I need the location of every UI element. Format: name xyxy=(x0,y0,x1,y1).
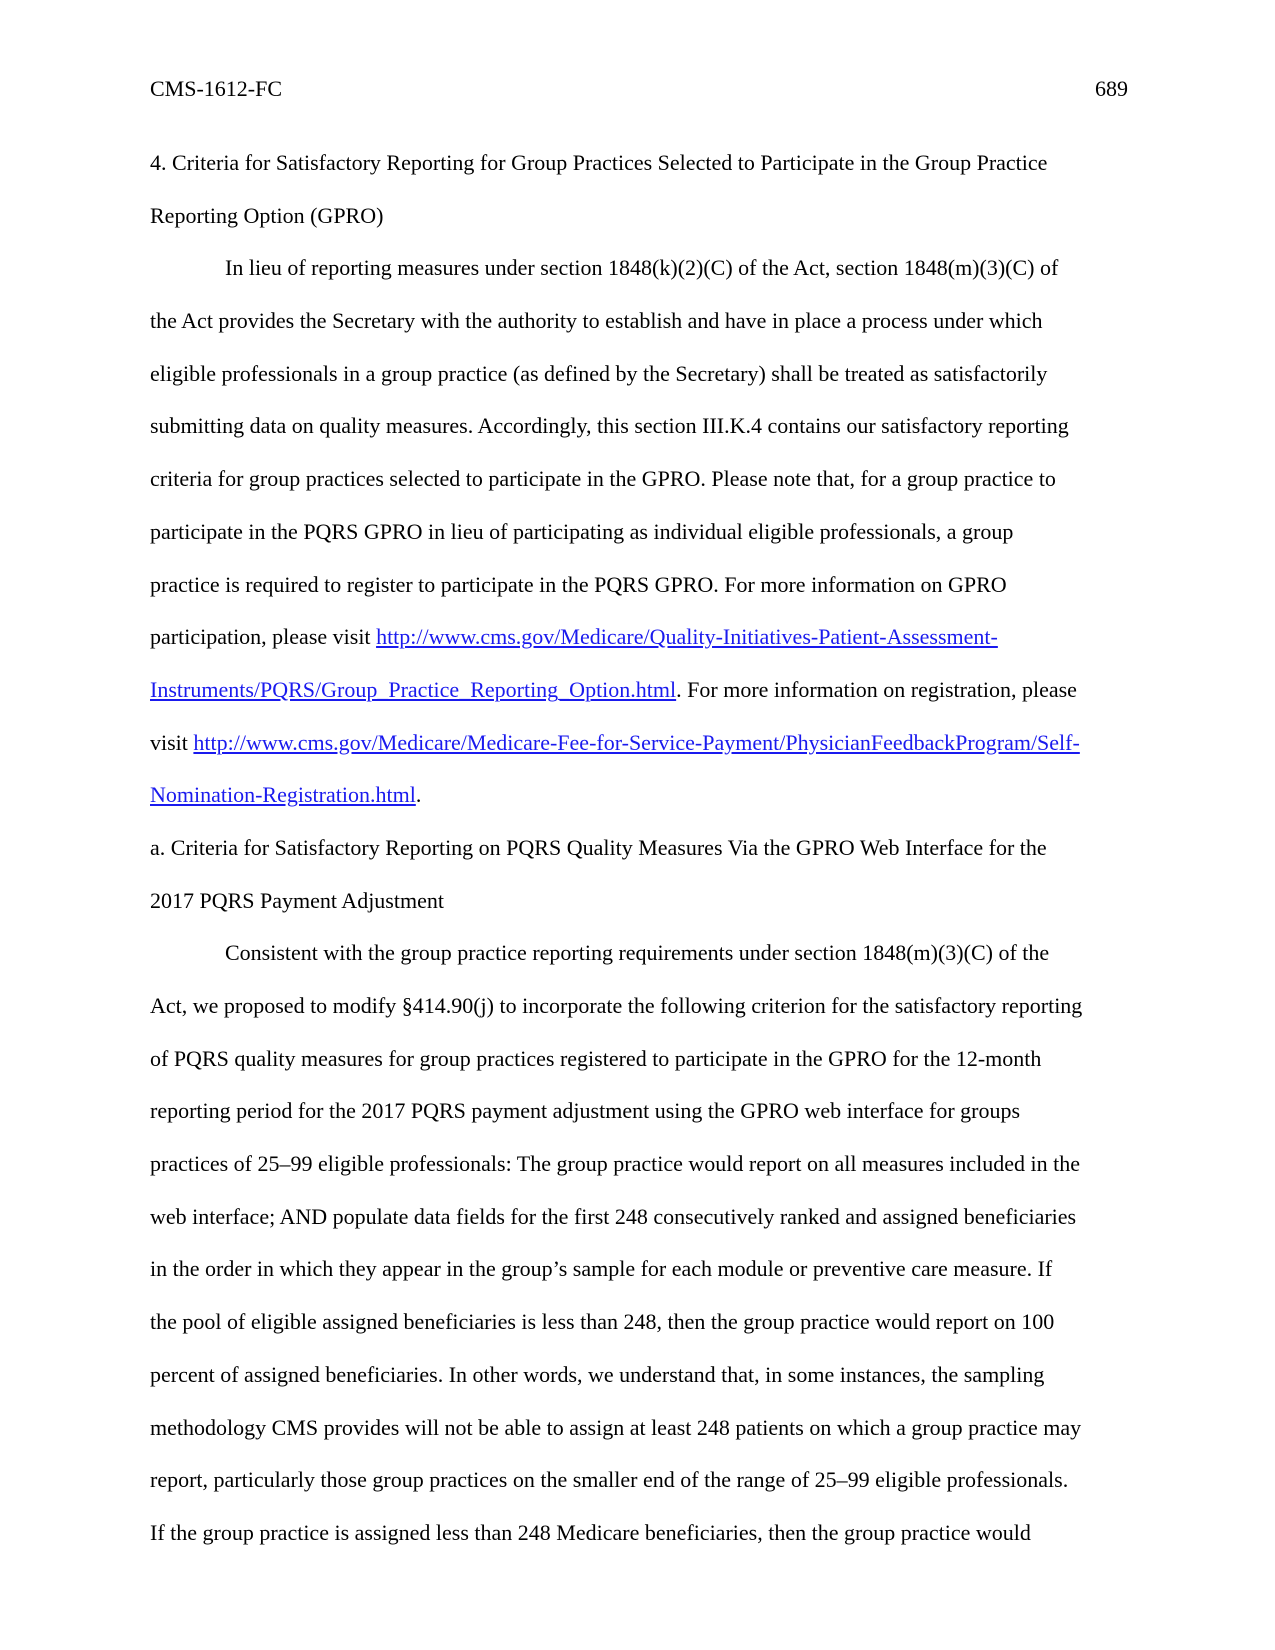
para2-line: reporting period for the 2017 PQRS payment adjustment using the GPRO web interface for groups xyxy=(150,1098,1021,1124)
section-4-heading-line-1: 4. Criteria for Satisfactory Reporting for Group Practices Selected to Participate in the Group Practice xyxy=(150,150,1048,175)
registration-info-link-continued[interactable]: Nomination-Registration.html xyxy=(150,782,416,808)
para1-line: participate in the PQRS GPRO in lieu of participating as individual eligible professionals, a group xyxy=(150,518,1014,544)
page-header xyxy=(150,76,1128,106)
gpro-info-link-continued[interactable]: Instruments/PQRS/Group_Practice_Reporting_Option.html xyxy=(150,676,677,702)
para1-line: practice is required to register to participate in the PQRS GPRO. For more information on GPRO xyxy=(150,571,1007,597)
section-4-heading-line-2: Reporting Option (GPRO) xyxy=(150,202,384,228)
para1-text: participation, please visit xyxy=(150,624,377,650)
para2-line: If the group practice is assigned less than 248 Medicare beneficiaries, then the group practice would xyxy=(150,1519,1031,1545)
para2-line: of PQRS quality measures for group practices registered to participate in the GPRO for the 12-month xyxy=(150,1045,1042,1071)
para1-line: criteria for group practices selected to participate in the GPRO. Please note that, for a group practice to xyxy=(150,466,1056,492)
para2-line: Consistent with the group practice reporting requirements under section 1848(m)(3)(C) of the xyxy=(225,940,1050,966)
page-number: 689 xyxy=(1095,76,1128,101)
para1-line: submitting data on quality measures. Accordingly, this section III.K.4 contains our satisfactory reporting xyxy=(150,413,1069,439)
para1-line: In lieu of reporting measures under section 1848(k)(2)(C) of the Act, section 1848(m)(3)(C) of xyxy=(225,255,1059,281)
para1-line: the Act provides the Secretary with the authority to establish and have in place a process under which xyxy=(150,308,1043,334)
para2-line: the pool of eligible assigned beneficiaries is less than 248, then the group practice would report on 100 xyxy=(150,1309,1055,1335)
para2-line: percent of assigned beneficiaries. In other words, we understand that, in some instances, the sampling xyxy=(150,1361,1045,1387)
para2-line: web interface; AND populate data fields for the first 248 consecutively ranked and assigned beneficiaries xyxy=(150,1203,1077,1229)
para2-line: Act, we proposed to modify §414.90(j) to incorporate the following criterion for the satisfactory reporting xyxy=(150,993,1083,1018)
registration-info-link[interactable]: http://www.cms.gov/Medicare/Medicare-Fee-for-Service-Payment/PhysicianFeedbackProgram/Self- xyxy=(193,729,1080,755)
para2-line: report, particularly those group practices on the smaller end of the range of 25–99 eligible professionals. xyxy=(150,1467,1069,1493)
document-body xyxy=(150,137,1128,1560)
para2-line: methodology CMS provides will not be able to assign at least 248 patients on which a group practice may xyxy=(150,1414,1082,1440)
para2-line: practices of 25–99 eligible professionals: The group practice would report on all measures included in the xyxy=(150,1151,1081,1177)
para1-text: . For more information on registration, please xyxy=(676,676,1077,702)
para1-text: visit xyxy=(150,729,194,755)
para2-line: in the order in which they appear in the group’s sample for each module or preventive care measure. If xyxy=(150,1256,1053,1282)
para1-line xyxy=(150,611,1128,664)
para1-line: eligible professionals in a group practice (as defined by the Secretary) shall be treated as satisfactorily xyxy=(150,360,1048,386)
section-a-heading-line-2: 2017 PQRS Payment Adjustment xyxy=(150,887,444,913)
para1-line xyxy=(150,664,1128,717)
para1-line xyxy=(150,717,1128,770)
section-a-heading-line-1: a. Criteria for Satisfactory Reporting on PQRS Quality Measures Via the GPRO Web Interface for the xyxy=(150,834,1047,860)
para1-line xyxy=(150,769,1128,822)
document-id: CMS-1612-FC xyxy=(150,76,283,101)
para1-text: . xyxy=(415,782,422,808)
gpro-info-link[interactable]: http://www.cms.gov/Medicare/Quality-Initiatives-Patient-Assessment- xyxy=(376,624,998,650)
